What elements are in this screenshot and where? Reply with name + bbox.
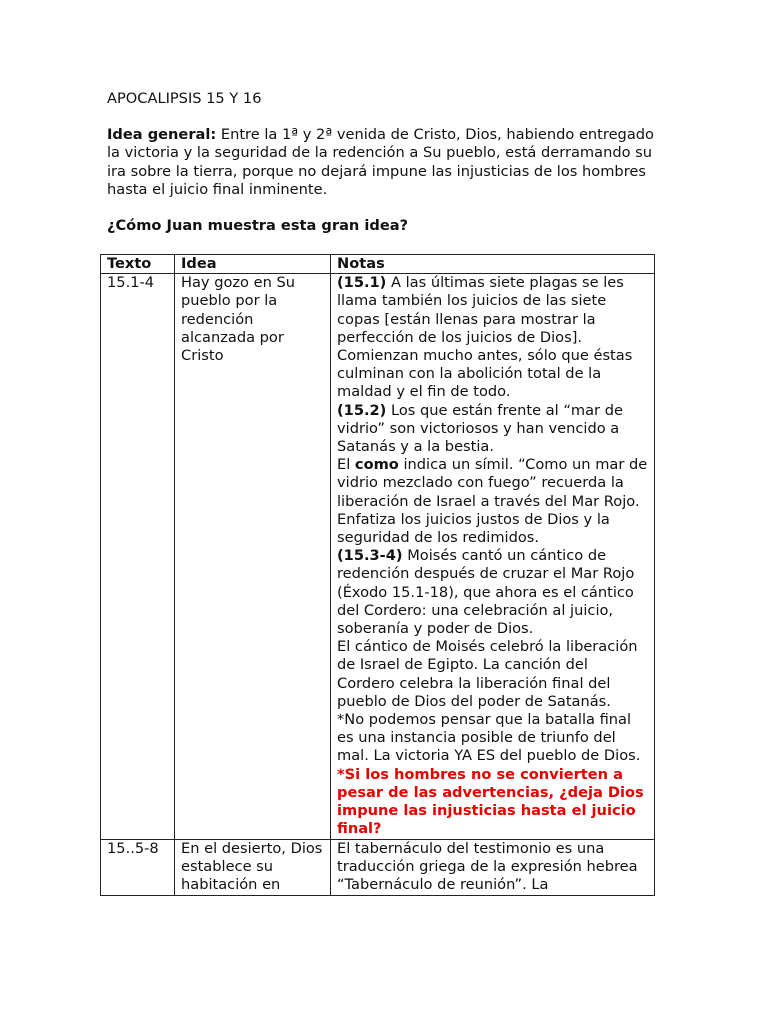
cell-notas: El tabernáculo del testimonio es una traducción griega de la expresión hebrea “Tabernáculo de reunión”. La — [331, 839, 655, 895]
table-row — [101, 274, 655, 839]
study-table — [100, 254, 655, 896]
note-batalla: *No podemos pensar que la batalla final es una instancia posible de triunfo del mal. La victoria YA ES del pueblo de Dios. — [337, 711, 641, 765]
general-idea-text: Entre la 1ª y 2ª venida de Cristo, Dios, habiendo entregado la victoria y la seguridad de la redención a Su pueblo, está derramando su ira sobre la tierra, porque no dejará impune las injusticias de los hombres hasta el juicio final inminente. — [107, 126, 654, 198]
table-header-row — [101, 255, 655, 274]
cell-texto: 15.1-4 — [101, 274, 175, 839]
guiding-question: ¿Cómo Juan muestra esta gran idea? — [107, 217, 409, 235]
note-cantico: El cántico de Moisés celebró la liberación de Israel de Egipto. La canción del Cordero celebra la liberación final del pueblo de Dios del poder de Satanás. — [337, 638, 638, 710]
note-text: A las últimas siete plagas se les llama también los juicios de las siete copas [están llenas para mostrar la perfección de los juicios de Dios]. Comienzan mucho antes, sólo que éstas culminan con la abolición total de la maldad y el fin de todo. — [337, 274, 633, 401]
note-text: Los que están frente al “mar de vidrio” son victoriosos y han vencido a Satanás y a la bestia. — [337, 401, 623, 456]
note-emphasis: como — [354, 456, 399, 474]
note-text: El — [337, 456, 355, 474]
note-15-1 — [337, 274, 648, 401]
cell-idea: Hay gozo en Su pueblo por la redención alcanzada por Cristo — [175, 274, 331, 839]
note-15-3-4 — [337, 547, 648, 638]
general-idea-paragraph — [107, 126, 667, 199]
document-title: APOCALIPSIS 15 Y 16 — [107, 90, 262, 107]
note-text: indica un símil. “Como un mar de vidrio mezclado con fuego” recuerda la liberación de Israel a través del Mar Rojo. Enfatiza los juicios justos de Dios y la seguridad de los redimidos. — [337, 456, 648, 547]
cell-notas — [331, 274, 655, 839]
cell-idea: En el desierto, Dios establece su habitación en — [175, 839, 331, 895]
document-page — [107, 90, 667, 245]
header-texto: Texto — [101, 255, 175, 274]
table-row — [101, 839, 655, 895]
note-text: Moisés cantó un cántico de redención después de cruzar el Mar Rojo (Éxodo 15.1-18), que ahora es el cántico del Cordero: una celebración al juicio, soberanía y poder de Dios. — [337, 547, 635, 638]
general-idea-label: Idea general: — [107, 126, 217, 144]
cell-texto: 15..5-8 — [101, 839, 175, 895]
note-como — [337, 456, 648, 547]
note-question-highlight: *Si los hombres no se convierten a pesar de las advertencias, ¿deja Dios impune las injusticias hasta el juicio final? — [337, 765, 644, 838]
header-idea: Idea — [175, 255, 331, 274]
note-ref: (15.1) — [337, 274, 387, 292]
header-notas: Notas — [331, 255, 655, 274]
note-15-2 — [337, 402, 648, 457]
note-ref: (15.3-4) — [337, 547, 403, 565]
note-ref: (15.2) — [337, 401, 387, 419]
